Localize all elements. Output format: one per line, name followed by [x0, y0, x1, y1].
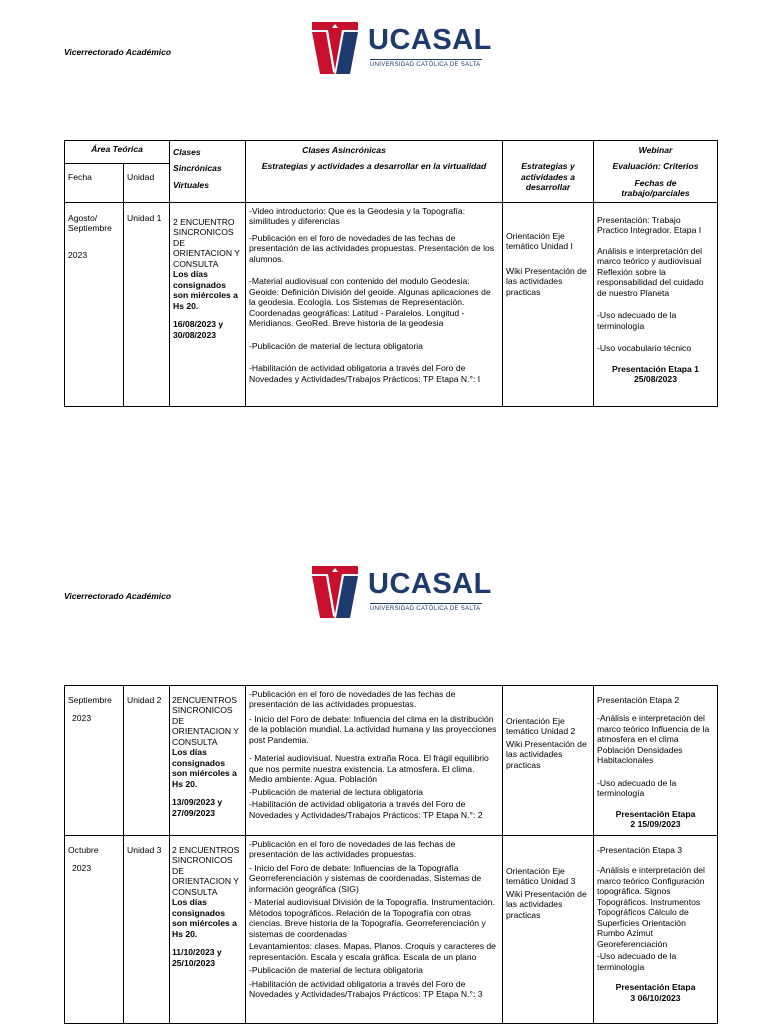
eval-presentacion: Presentación Etapa 2 15/09/2023: [615, 808, 696, 830]
fecha-header: Fecha: [65, 164, 124, 203]
async-item: -Publicación en el foro de novedades de las fechas de presentación de las actividades propuestas.: [249, 689, 456, 710]
async-item: -Video introductorio: Que es la Geodesia y la Topografía: similitudes y diferencias: [249, 205, 466, 227]
eval-item: Análisis e interpretación del marco teórico y audiovisual Reflexión sobre la responsabilidad del cuidado de nuestro Planeta: [597, 245, 704, 298]
async-item: -Publicación en el foro de novedades de las fechas de presentación de las actividades propuestas. Presentación de los alumnos.: [249, 232, 495, 264]
ucasal-shield-icon: [312, 22, 358, 74]
estrategia-item: Wiki Presentación de las actividades practicas: [506, 265, 587, 297]
async-item: -Material audiovisual con contenido del modulo Geodesia: Geoide: Definición División del geoide. Algunas aplicaciones de la geodesia. Ecología. Los Sistemas de Representación. Coordenadas geográficas: Latitud - Paralelos. Longitud - Meridianos. GeoRed. Breve historia de la geodesia: [249, 276, 491, 329]
fecha-value: Agosto/ Septiembre: [68, 212, 112, 234]
vicerrectorado-label: Vicerrectorado Académico: [64, 47, 172, 57]
async-item: - Material audiovisual División de la Topografía. Instrumentación. Métodos topográficos. Relación de la Topografía con otras ciencias. Breve historia de la Topografía. Georreferenciación y sistemas de coordenadas: [249, 897, 495, 939]
estrategias-header: Estrategias y actividades a desarrollar: [503, 141, 594, 203]
unidad-cell: Unidad 1: [124, 202, 170, 406]
async-item: - Inicio del Foro de debate: Influencias de la Topografía Georreferenciación y sistemas de coordenadas. Sistemas de información geográfica (SIG): [249, 862, 482, 894]
sync-cell: [170, 836, 246, 1024]
async-cell: [246, 836, 503, 1024]
logo-name: UCASAL: [368, 24, 492, 56]
year-value: 2023: [72, 863, 92, 874]
estrategia-item: Wiki Presentación de las actividades practicas: [506, 888, 587, 920]
area-teorica-header: Área Teórica: [65, 141, 170, 164]
sync-text: 2 ENCUENTRO SINCRONICOS DE ORIENTACION Y CONSULTA: [173, 216, 240, 269]
eval-item: -Uso vocabulario técnico: [597, 343, 692, 354]
eval-item: -Presentación Etapa 3: [597, 845, 683, 855]
async-item: -Habilitación de actividad obligatoria a través del Foro de Novedades y Actividades/Trabajos Prácticos: TP Etapa N.°: 2: [249, 799, 483, 820]
sync-text: 2 ENCUENTROS SINCRONICOS DE ORIENTACION Y CONSULTA: [172, 845, 240, 897]
sync-cell: [170, 686, 246, 836]
estrategias-cell: [503, 836, 594, 1024]
webinar-title: Webinar: [638, 145, 673, 155]
estrategias-cell: [503, 202, 594, 406]
sync-text: 2ENCUENTROS SINCRONICOS DE ORIENTACION Y CONSULTA: [172, 695, 239, 747]
eval-item: Presentación Etapa 2: [597, 695, 680, 705]
async-item: -Publicación de material de lectura obligatoria: [249, 965, 423, 976]
schedule-table-1: [64, 140, 718, 407]
sync-dates: 16/08/2023 y 30/08/2023: [173, 319, 224, 340]
eval-item: -Uso adecuado de la terminología: [597, 951, 677, 972]
year-value: 2023: [72, 713, 92, 724]
fecha-cell: [65, 836, 124, 1024]
clases-sincronicas-header: Clases Sincrónicas Virtuales: [170, 141, 246, 203]
evaluacion-cell: [594, 836, 718, 1024]
fecha-cell: [65, 686, 124, 836]
async-item: -Publicación de material de lectura obligatoria: [249, 340, 423, 351]
fecha-value: Septiembre: [68, 695, 112, 705]
year-value: 2023: [68, 249, 88, 260]
evaluacion-title: Evaluación: Criterios: [612, 161, 699, 172]
clases-asincronicas-title: Clases Asincrónicas: [302, 145, 386, 155]
sync-dates: 13/09/2023 y 27/09/2023: [172, 797, 223, 818]
schedule-table-2: [64, 685, 718, 1024]
async-item: Levantamientos: clases. Mapas. Planos. Croquis y caracteres de representación. Escala y escala gráfica. Escala de un plano: [249, 941, 496, 962]
ucasal-shield-icon: [312, 566, 358, 618]
async-item: - Inicio del Foro de debate: Influencia del clima en la distribución de la población mundial. La actividad humana y las proyecciones post Pandemia.: [249, 713, 497, 745]
eval-item: -Análisis e interpretación del marco teórico Configuración topográfica. Signos Topográficos. Instrumentos Topográficos Cálculo de Superficies Orientación Rumbo Azimut Georeferenciación: [597, 865, 705, 949]
evaluacion-cell: [594, 686, 718, 836]
async-item: -Habilitación de actividad obligatoria a través del Foro de Novedades y Actividades/Trabajos Prácticos: TP Etapa N.°: I: [249, 363, 481, 384]
vicerrectorado-label-2: Vicerrectorado Académico: [64, 591, 172, 601]
logo-subtitle: UNIVERSIDAD CATÓLICA DE SALTA: [370, 603, 482, 613]
fecha-cell: [65, 202, 124, 406]
sync-days: Los días consignados son miércoles a Hs 20.: [172, 897, 237, 939]
estrategia-item: Orientación Eje temático Unidad I: [506, 230, 573, 252]
ucasal-logo: [312, 22, 492, 72]
logo-subtitle: UNIVERSIDAD CATÓLICA DE SALTA: [370, 59, 482, 69]
fechas-title: Fechas de trabajo/parciales: [621, 177, 690, 199]
estrategias-cell: [503, 686, 594, 836]
ucasal-logo-2: [312, 566, 492, 616]
sync-cell: [170, 202, 246, 406]
fecha-value: Octubre: [68, 845, 99, 855]
sync-days: Los días consignados son miércoles a Hs 20.: [173, 269, 238, 311]
eval-item: -Uso adecuado de la terminología: [597, 777, 677, 799]
async-cell: [246, 686, 503, 836]
async-item: - Material audiovisual. Nuestra extraña Roca. El frágil equilibrio que nos permite nuestra existencia. La atmosfera. El clima. Medio ambiente. Agua. Población: [249, 753, 489, 785]
unidad-cell: Unidad 3: [124, 836, 170, 1024]
estrategia-item: Orientación Eje temático Unidad 3: [506, 866, 576, 887]
estrategias-virtualidad-title: Estrategias y actividades a desarrollar en la virtualidad: [261, 161, 487, 172]
clases-asincronicas-header: [246, 141, 503, 203]
estrategia-item: Wiki Presentación de las actividades practicas: [506, 738, 587, 770]
async-item: -Publicación en el foro de novedades de las fechas de presentación de las actividades propuestas.: [249, 839, 456, 860]
eval-item: -Uso adecuado de la terminología: [597, 310, 677, 331]
async-item: -Habilitación de actividad obligatoria a través del Foro de Novedades y Actividades/Trabajos Prácticos: TP Etapa N.°: 3: [249, 978, 483, 1000]
unidad-cell: Unidad 2: [124, 686, 170, 836]
async-item: -Publicación de material de lectura obligatoria: [249, 786, 423, 797]
sync-days: Los días consignados son miércoles a Hs 20.: [172, 747, 237, 789]
sync-dates: 11/10/2023 y 25/10/2023: [172, 947, 222, 968]
estrategia-item: Orientación Eje temático Unidad 2: [506, 716, 576, 737]
eval-item: Presentación: Trabajo Practico Integrador. Etapa I: [597, 214, 702, 236]
eval-presentacion: Presentación Etapa 3 06/10/2023: [615, 982, 696, 1003]
eval-presentacion: Presentación Etapa 1 25/08/2023: [612, 363, 699, 385]
async-cell: [246, 202, 503, 406]
eval-item: -Análisis e interpretación del marco teórico Influencia de la atmosfera en el clima Población Densidades Habitacionales: [597, 713, 710, 766]
unidad-header: Unidad: [124, 164, 170, 203]
webinar-header: [594, 141, 718, 203]
logo-name: UCASAL: [368, 568, 492, 600]
evaluacion-cell: [594, 202, 718, 406]
